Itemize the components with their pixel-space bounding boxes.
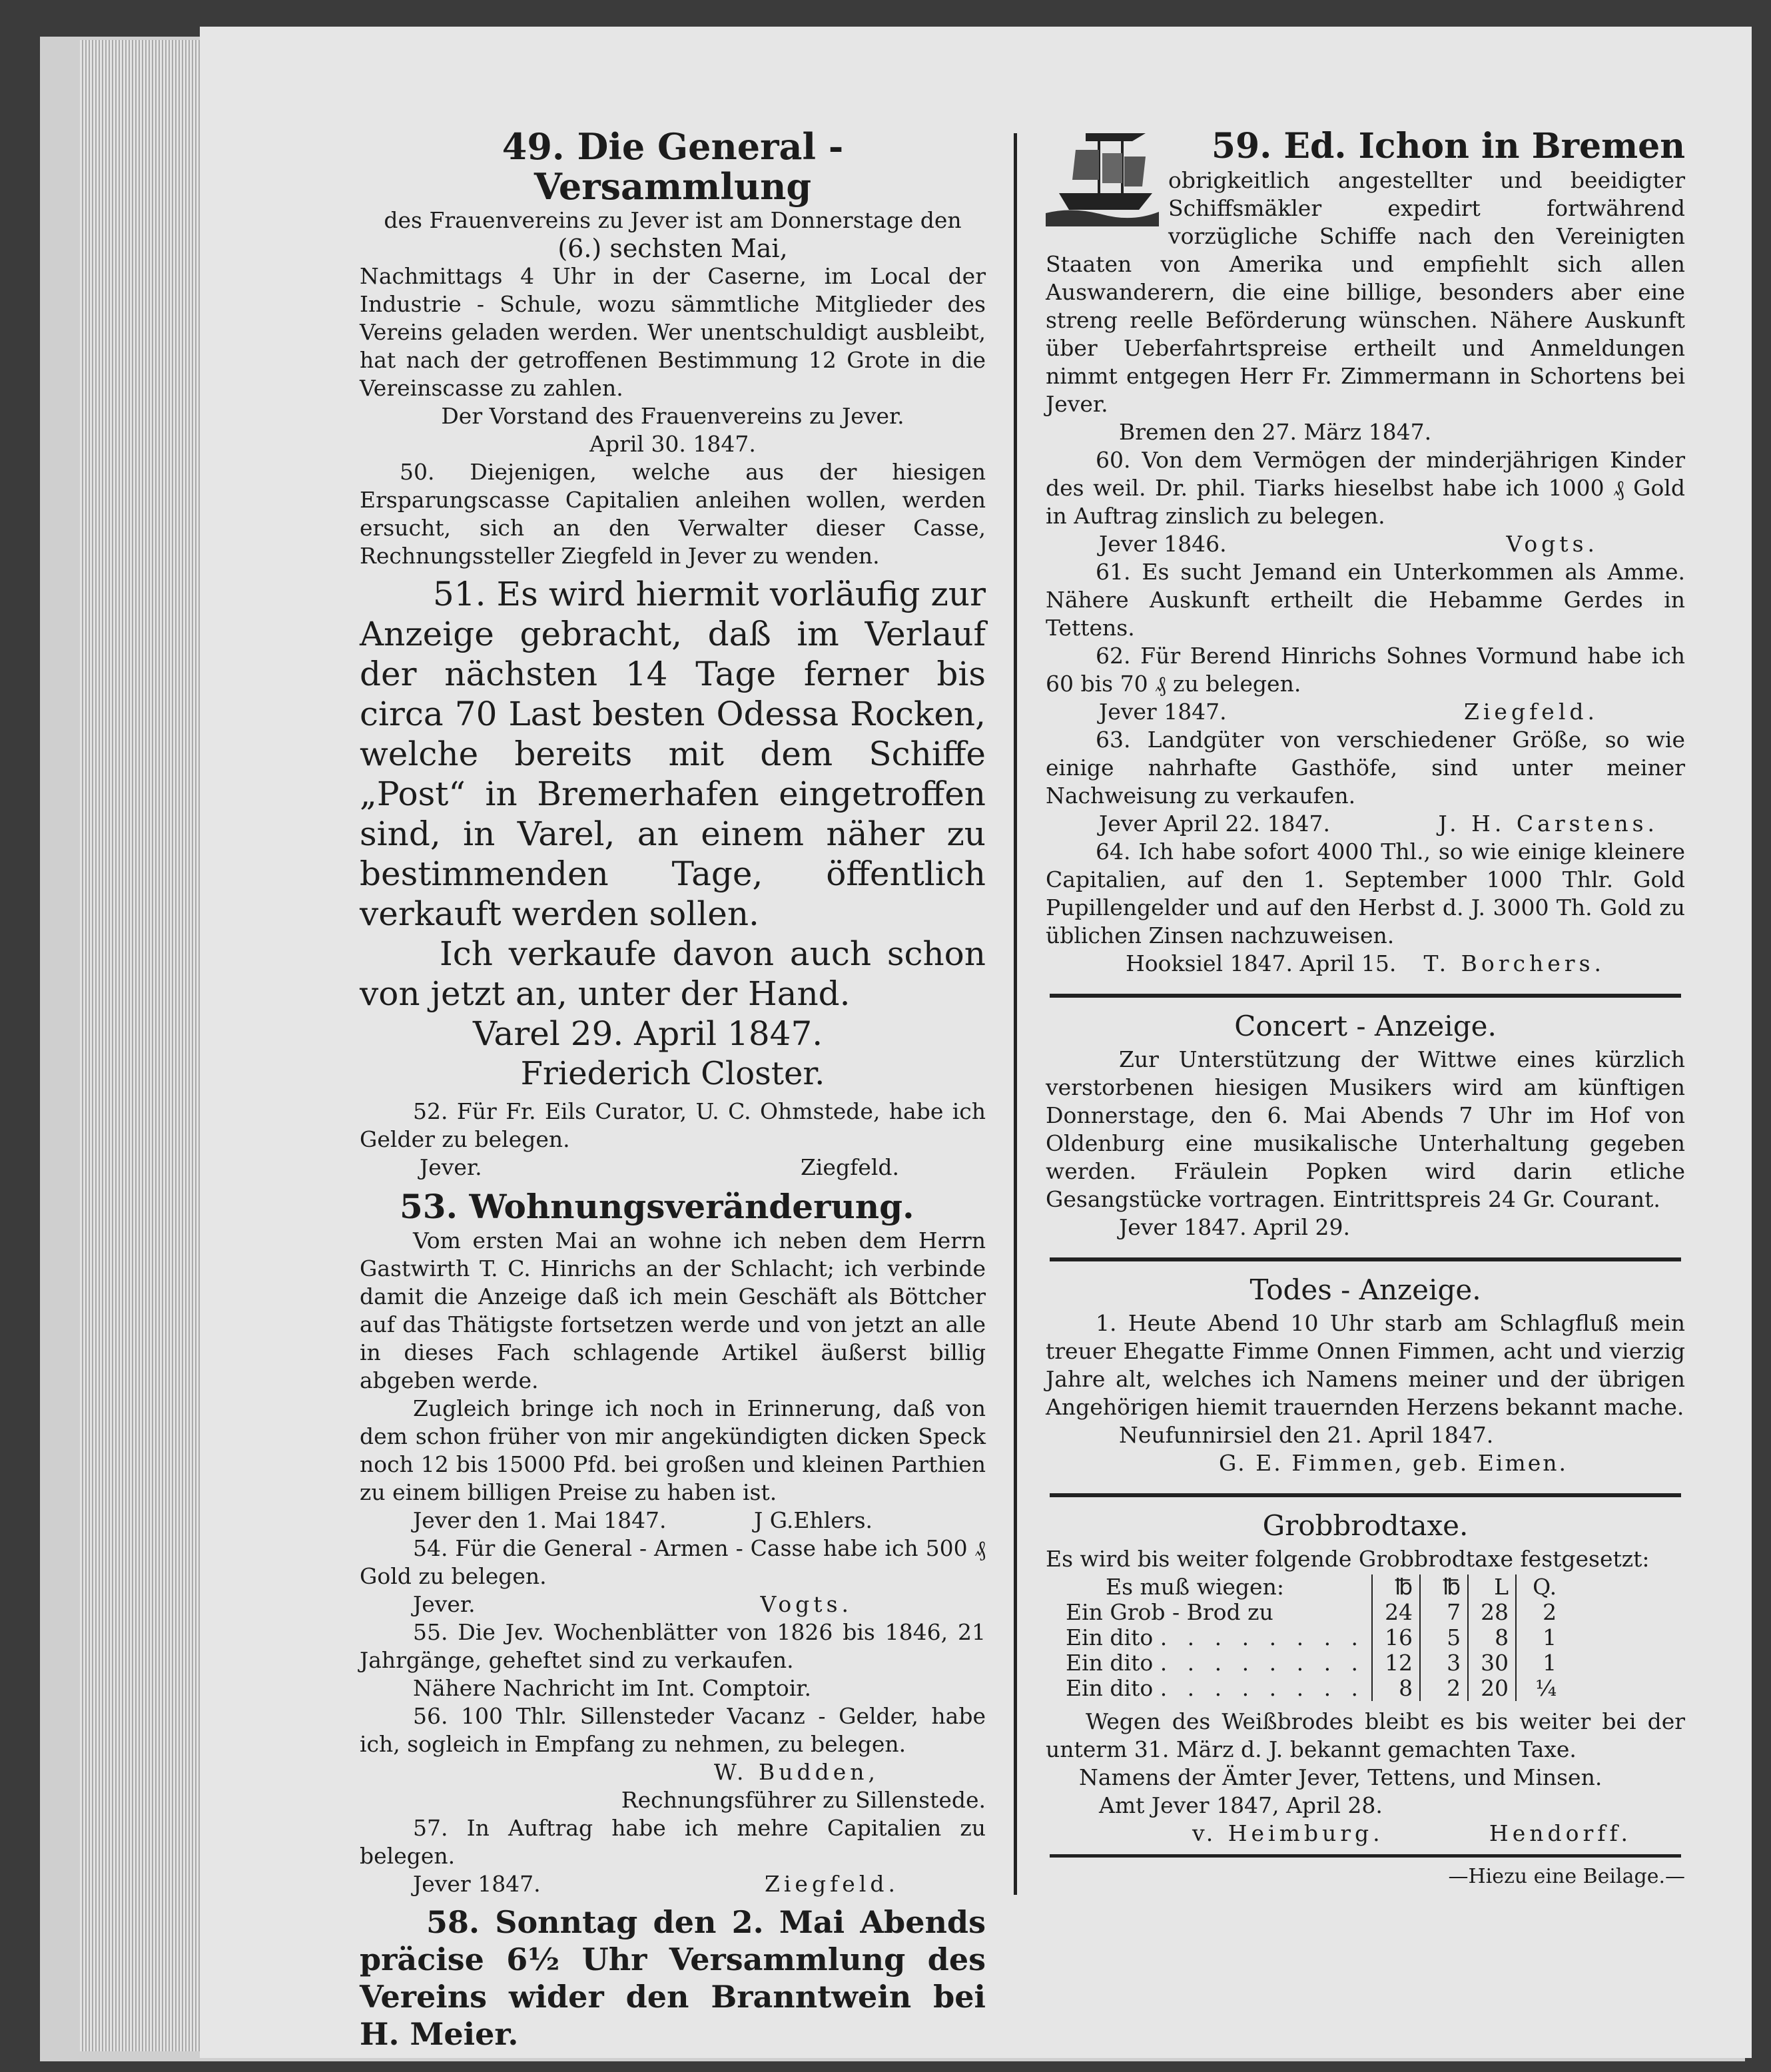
- notice-64-date: Hooksiel 1847. April 15.: [1126, 950, 1397, 976]
- bread-row-dots: . . . . . . . .: [1160, 1650, 1365, 1676]
- bread-row-name: Ein dito: [1066, 1624, 1154, 1650]
- notice-62-text: 62. Für Berend Hinrichs Sohnes Vormund habe ich 60 bis 70 ₰ zu belegen.: [1046, 643, 1685, 697]
- right-column: [1046, 127, 1685, 1891]
- bread-cell: 2: [1516, 1600, 1563, 1625]
- bread-authority: Namens der Ämter Jever, Tettens, und Minsen.: [1079, 1764, 1602, 1790]
- notice-57-footer: [360, 1870, 986, 1898]
- bread-unit: ℔: [1372, 1574, 1420, 1600]
- bread-cell: ¼: [1516, 1676, 1563, 1701]
- notice-60-footer: [1046, 530, 1685, 558]
- bread-cell: 1: [1516, 1650, 1563, 1676]
- notice-63-footer: [1046, 810, 1685, 838]
- notice-62-signature: Ziegfeld.: [1463, 699, 1598, 725]
- notice-58-text: 58. Sonntag den 2. Mai Abends präcise 6½ Uhr Versammlung des Vereins wider den Branntwein bei H. Meier.: [360, 1904, 986, 2052]
- bread-head: Grobbrodtaxe.: [1262, 1509, 1469, 1542]
- bread-row-label: [1059, 1625, 1372, 1650]
- notice-56-text: 56. 100 Thlr. Sillensteder Vacanz - Gelder, habe ich, sogleich in Empfang zu nehmen, zu belegen.: [360, 1703, 986, 1757]
- notice-57-signature: Ziegfeld.: [764, 1871, 899, 1897]
- bread-table: [1059, 1574, 1563, 1701]
- bread-row-dots: . . . . . . . .: [1160, 1675, 1365, 1701]
- notice-62-footer: [1046, 698, 1685, 726]
- notice-55: [360, 1618, 986, 1702]
- notice-55-text2: Nähere Nachricht im Int. Comptoir.: [413, 1675, 811, 1701]
- notice-50: [360, 458, 986, 570]
- bread-row-label: [1059, 1600, 1372, 1625]
- notice-56: [360, 1702, 986, 1814]
- divider-rule: [1050, 1493, 1681, 1497]
- page-edges: [80, 40, 213, 2051]
- bread-cell: 5: [1420, 1625, 1468, 1650]
- ship-icon: [1046, 127, 1159, 226]
- table-row: [1059, 1650, 1563, 1676]
- bread-row-dots: . . . . . . . .: [1160, 1624, 1365, 1650]
- notice-53: [360, 1187, 986, 1535]
- table-row: [1059, 1625, 1563, 1650]
- notice-51-signature: Friederich Closter.: [520, 1055, 825, 1092]
- bread-unit: L: [1468, 1574, 1516, 1600]
- notice-59-date: Bremen den 27. März 1847.: [1119, 419, 1432, 445]
- bread-cell: 24: [1372, 1600, 1420, 1625]
- notice-49-signature: Der Vorstand des Frauenvereins zu Jever.: [441, 403, 904, 429]
- notice-52-signature: Ziegfeld.: [800, 1154, 899, 1180]
- notice-57: [360, 1814, 986, 1898]
- notice-53-signature: J G.Ehlers.: [753, 1507, 873, 1533]
- notice-49-head: 49. Die General - Versammlung: [502, 125, 844, 208]
- notice-61: [1046, 558, 1685, 642]
- notice-53-date: Jever den 1. Mai 1847.: [413, 1507, 667, 1533]
- notice-59: [1046, 127, 1685, 446]
- notice-55-text: 55. Die Jev. Wochenblätter von 1826 bis 1846, 21 Jahrgänge, geheftet sind zu verkaufen.: [360, 1619, 986, 1673]
- notice-54-signature: Vogts.: [760, 1591, 853, 1617]
- notice-60-signature: Vogts.: [1506, 531, 1598, 557]
- notice-51-text: 51. Es wird hiermit vorläufig zur Anzeige gebracht, daß im Verlauf der nächsten 14 Tage ferner bis circa 70 Last besten Odessa Rocken, welche bereits mit dem Schiffe „Post“ in Bremerhafen eingetroffen sind, in Varel, an einem näher zu bestimmenden Tage, öffentlich verkauft werden sollen.: [360, 575, 986, 933]
- notice-63-signature: J. H. Carstens.: [1438, 811, 1658, 837]
- bread-tax: [1046, 1509, 1685, 1848]
- death-date: Neufunnirsiel den 21. April 1847.: [1119, 1422, 1494, 1448]
- notice-64-text: 64. Ich habe sofort 4000 Thl., so wie einige kleinere Capitalien, auf den 1. September 1000 Thlr. Gold Pupillengelder und auf den Herbst d. J. 3000 Th. Gold zu üblichen Zinsen nachzuweisen.: [1046, 839, 1685, 948]
- bread-signature-1: v. Heimburg.: [1192, 1820, 1384, 1846]
- notice-53-p2: Zugleich bringe ich noch in Erinnerung, daß von dem schon früher von mir angekündigten dicken Speck noch 12 bis 15000 Pfd. bei großen und kleinen Parthien zu einem billigen Preise zu haben ist.: [360, 1395, 986, 1505]
- notice-51-date: Varel 29. April 1847.: [473, 1014, 823, 1053]
- notice-61-text: 61. Es sucht Jemand ein Unterkommen als Amme. Nähere Auskunft ertheilt die Hebamme Gerdes in Tettens.: [1046, 559, 1685, 641]
- column-divider: [1014, 133, 1017, 1895]
- notice-59-head: 59. Ed. Ichon in Bremen: [1211, 126, 1685, 167]
- notice-63-date: Jever April 22. 1847.: [1099, 811, 1330, 837]
- notice-53-p1: Vom ersten Mai an wohne ich neben dem Herrn Gastwirth T. C. Hinrichs an der Schlacht; ich verbinde damit die Anzeige daß ich mein Geschäft als Böttcher auf das Thätigste fortsetzen werde und von jetzt an alle in dieses Fach schlagende Artikel äußerst billig abgeben werde.: [360, 1227, 986, 1393]
- notice-52-place: Jever.: [420, 1154, 482, 1180]
- notice-49-body: Nachmittags 4 Uhr in der Caserne, im Local der Industrie - Schule, wozu sämmtliche Mitglieder des Vereins geladen werden. Wer unentschuldigt ausbleibt, hat nach der getroffenen Bestimmung 12 Grote in die Vereinscasse zu zahlen.: [360, 263, 986, 401]
- notice-57-text: 57. In Auftrag habe ich mehre Capitalien zu belegen.: [360, 1815, 986, 1869]
- bread-cell: 12: [1372, 1650, 1420, 1676]
- bread-row-name: Ein dito: [1066, 1650, 1154, 1676]
- bread-cell: 28: [1468, 1600, 1516, 1625]
- notice-64-signature: T. Borchers.: [1423, 950, 1605, 976]
- bread-unit: Q.: [1516, 1574, 1563, 1600]
- bread-cell: 7: [1420, 1600, 1468, 1625]
- notice-56-signature2: Rechnungsführer zu Sillenstede.: [621, 1787, 986, 1813]
- bread-cell: 2: [1420, 1676, 1468, 1701]
- notice-58: [360, 1903, 986, 2053]
- notice-49: [360, 127, 986, 458]
- notice-54-place: Jever.: [413, 1591, 476, 1617]
- notice-49-date: April 30. 1847.: [589, 431, 756, 457]
- notice-64-footer: [1046, 950, 1685, 978]
- death-head: Todes - Anzeige.: [1249, 1273, 1481, 1306]
- notice-56-signature: W. Budden,: [713, 1759, 879, 1785]
- concert-head: Concert - Anzeige.: [1234, 1010, 1497, 1042]
- table-row: [1059, 1574, 1563, 1600]
- bread-cell: 3: [1420, 1650, 1468, 1676]
- notice-60: [1046, 446, 1685, 558]
- bread-row-name: Ein Grob - Brod zu: [1066, 1599, 1273, 1625]
- table-row: [1059, 1676, 1563, 1701]
- notice-51: [360, 574, 986, 1094]
- notice-54-text: 54. Für die General - Armen - Casse habe ich 500 ₰ Gold zu belegen.: [360, 1535, 986, 1589]
- bread-cell: 30: [1468, 1650, 1516, 1676]
- notice-62-place: Jever 1847.: [1099, 699, 1227, 725]
- notice-62: [1046, 642, 1685, 726]
- bread-row-label: [1059, 1676, 1372, 1701]
- death-signature: G. E. Fimmen, geb. Eimen.: [1219, 1450, 1568, 1476]
- notice-60-place: Jever 1846.: [1099, 531, 1227, 557]
- bread-unit: ℔: [1420, 1574, 1468, 1600]
- notice-57-place: Jever 1847.: [413, 1871, 541, 1897]
- notice-53-footer: [360, 1507, 986, 1535]
- notice-52: [360, 1098, 986, 1182]
- bread-cell: 8: [1372, 1676, 1420, 1701]
- notice-52-footer: [360, 1154, 986, 1182]
- bread-note: Wegen des Weißbrodes bleibt es bis weiter bei der unterm 31. März d. J. bekannt gemachten Taxe.: [1046, 1708, 1685, 1762]
- notice-53-head: 53. Wohnungsveränderung.: [400, 1187, 914, 1226]
- concert-notice: [1046, 1010, 1685, 1241]
- notice-49-line1: des Frauenvereins zu Jever ist am Donnerstage den: [384, 207, 962, 233]
- notice-49-line2: (6.) sechsten Mai,: [557, 234, 788, 263]
- bread-signature-2: Hendorff.: [1489, 1820, 1632, 1846]
- bread-cell: 8: [1468, 1625, 1516, 1650]
- bread-row-label: [1059, 1650, 1372, 1676]
- death-text: 1. Heute Abend 10 Uhr starb am Schlagfluß mein treuer Ehegatte Fimme Onnen Fimmen, acht und vierzig Jahre alt, welches ich Namens meiner und der übrigen Angehörigen hiemit trauernden Herzens bekannt mache.: [1046, 1310, 1685, 1420]
- concert-date: Jever 1847. April 29.: [1119, 1214, 1350, 1240]
- notice-63-text: 63. Landgüter von verschiedener Größe, so wie einige nahrhafte Gasthöfe, sind unter meiner Nachweisung zu verkaufen.: [1046, 727, 1685, 809]
- divider-rule: [1050, 994, 1681, 998]
- bread-cell: 16: [1372, 1625, 1420, 1650]
- notice-59-text: obrigkeitlich angestellter und beeidigter Schiffsmäkler expedirt fortwährend vorzügliche Schiffe nach den Vereinigten Staaten von Amerika und empfiehlt sich allen Auswanderern, die eine billige, besonders aber eine streng reelle Beförderung wünschen. Nähere Auskunft über Ueberfahrtspreise ertheilt und Anmeldungen nimmt entgegen Herr Fr. Zimmermann in Schortens bei Jever.: [1046, 167, 1685, 417]
- notice-54-footer: [360, 1590, 986, 1618]
- concert-text: Zur Unterstützung der Wittwe eines kürzlich verstorbenen hiesigen Musikers wird am künftigen Donnerstage, den 6. Mai Abends 7 Uhr im Hof von Oldenburg eine musikalische Unterhaltung gegeben werden. Fräulein Popken wird darin etliche Gesangstücke vortragen. Eintrittspreis 24 Gr. Courant.: [1046, 1046, 1685, 1212]
- notice-54: [360, 1535, 986, 1618]
- bread-cell: 1: [1516, 1625, 1563, 1650]
- bread-date: Amt Jever 1847, April 28.: [1099, 1792, 1383, 1818]
- table-row: [1059, 1600, 1563, 1625]
- notice-63: [1046, 726, 1685, 838]
- supplement-note: —Hiezu eine Beilage.—: [1448, 1865, 1685, 1888]
- notice-52-text: 52. Für Fr. Eils Curator, U. C. Ohmstede, habe ich Gelder zu belegen.: [360, 1098, 986, 1152]
- divider-rule: [1050, 1854, 1681, 1858]
- death-notice: [1046, 1273, 1685, 1477]
- bread-col-label: Es muß wiegen:: [1106, 1574, 1284, 1600]
- notice-50-text: 50. Diejenigen, welche aus der hiesigen Ersparungscasse Capitalien anleihen wollen, werden ersucht, sich an den Verwalter dieser Casse, Rechnungssteller Ziegfeld in Jever zu wenden.: [360, 459, 986, 569]
- notice-60-text: 60. Von dem Vermögen der minderjährigen Kinder des weil. Dr. phil. Tiarks hieselbst habe ich 1000 ₰ Gold in Auftrag zinslich zu belegen.: [1046, 447, 1685, 529]
- notice-51-text2: Ich verkaufe davon auch schon von jetzt an, unter der Hand.: [360, 934, 986, 1013]
- bread-row-name: Ein dito: [1066, 1675, 1154, 1701]
- divider-rule: [1050, 1257, 1681, 1261]
- bread-cell: 20: [1468, 1676, 1516, 1701]
- bread-signatures: [1046, 1820, 1685, 1848]
- notice-64: [1046, 838, 1685, 978]
- bread-intro: Es wird bis weiter folgende Grobbrodtaxe festgesetzt:: [1046, 1546, 1650, 1572]
- left-column: [360, 127, 986, 2053]
